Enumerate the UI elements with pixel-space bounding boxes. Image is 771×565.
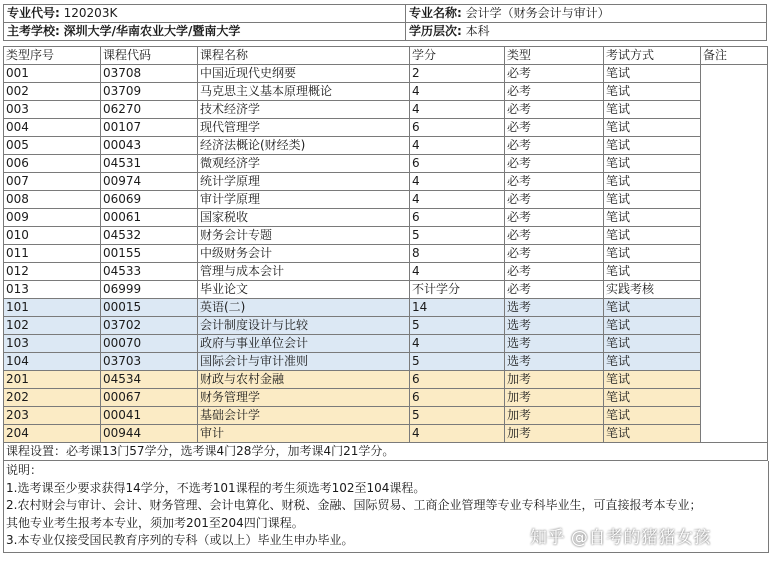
level-value: 本科 [465,24,490,38]
course-code: 00015 [101,299,198,317]
exam-method: 笔试 [604,299,701,317]
course-name: 审计学原理 [198,191,410,209]
course-seq: 001 [4,65,101,83]
course-type: 必考 [505,281,604,299]
course-code: 00155 [101,245,198,263]
course-name: 会计制度设计与比较 [198,317,410,335]
course-name: 政府与事业单位会计 [198,335,410,353]
course-type: 选考 [505,353,604,371]
course-type: 必考 [505,119,604,137]
course-name: 中国近现代史纲要 [198,65,410,83]
course-seq: 003 [4,101,101,119]
course-seq: 006 [4,155,101,173]
course-code: 06069 [101,191,198,209]
exam-method: 笔试 [604,101,701,119]
exam-method: 笔试 [604,173,701,191]
exam-method: 笔试 [604,191,701,209]
table-row [4,245,768,263]
table-row [4,317,768,335]
table-row [4,137,768,155]
school [7,23,240,40]
course-code: 03708 [101,65,198,83]
course-code: 06270 [101,101,198,119]
course-credit: 6 [410,155,505,173]
course-type: 加考 [505,389,604,407]
course-seq: 005 [4,137,101,155]
course-seq: 204 [4,425,101,443]
exam-method: 实践考核 [604,281,701,299]
table-row [4,263,768,281]
table-row [4,65,768,83]
exam-method: 笔试 [604,83,701,101]
course-seq: 104 [4,353,101,371]
course-name: 经济法概论(财经类) [198,137,410,155]
course-credit: 4 [410,425,505,443]
course-credit: 4 [410,83,505,101]
exam-method: 笔试 [604,209,701,227]
course-name: 英语(二) [198,299,410,317]
course-seq: 101 [4,299,101,317]
note-line: 3.本专业仅接受国民教育序列的专科（或以上）毕业生申办毕业。 [6,533,354,548]
table-row [4,425,768,443]
course-seq: 010 [4,227,101,245]
table-row [4,83,768,101]
course-credit: 5 [410,353,505,371]
course-credit: 4 [410,191,505,209]
course-code: 04532 [101,227,198,245]
exam-method: 笔试 [604,335,701,353]
level [409,23,490,40]
column-header: 考试方式 [604,47,701,65]
course-credit: 4 [410,101,505,119]
course-type: 选考 [505,317,604,335]
course-name: 基础会计学 [198,407,410,425]
table-row [4,281,768,299]
course-credit: 5 [410,407,505,425]
notes-title: 说明： [6,463,43,477]
level-label: 学历层次: [409,24,462,38]
exam-method: 笔试 [604,227,701,245]
course-name: 财务管理学 [198,389,410,407]
table-row [4,101,768,119]
major-code [7,5,117,22]
note-line: 其他专业考生报考本专业，须加考201至204四门课程。 [6,515,304,530]
course-name: 中级财务会计 [198,245,410,263]
table-row [4,191,768,209]
course-name: 审计 [198,425,410,443]
column-header: 课程名称 [198,47,410,65]
course-type: 必考 [505,101,604,119]
course-code: 00043 [101,137,198,155]
course-type: 必考 [505,245,604,263]
course-seq: 203 [4,407,101,425]
course-code: 04533 [101,263,198,281]
course-credit: 6 [410,209,505,227]
course-name: 现代管理学 [198,119,410,137]
course-name: 毕业论文 [198,281,410,299]
course-code: 03702 [101,317,198,335]
note-line: 2.农村财会与审计、会计、财务管理、会计电算化、财税、金融、国际贸易、工商企业管理等专业专科毕业生，可直接报考本专业； [6,498,702,513]
course-name: 马克思主义基本原理概论 [198,83,410,101]
remarks-cell [701,65,768,443]
exam-method: 笔试 [604,353,701,371]
course-seq: 201 [4,371,101,389]
course-code: 03703 [101,353,198,371]
course-seq: 002 [4,83,101,101]
course-credit: 4 [410,263,505,281]
course-seq: 013 [4,281,101,299]
course-type: 必考 [505,227,604,245]
major-code-label: 专业代号: [7,6,60,20]
table-row [4,389,768,407]
course-seq: 202 [4,389,101,407]
course-credit: 4 [410,173,505,191]
course-type: 必考 [505,83,604,101]
course-type: 加考 [505,425,604,443]
course-seq: 011 [4,245,101,263]
course-code: 04534 [101,371,198,389]
course-credit: 6 [410,119,505,137]
exam-method: 笔试 [604,371,701,389]
course-table [3,46,768,461]
course-seq: 007 [4,173,101,191]
course-code: 04531 [101,155,198,173]
exam-method: 笔试 [604,263,701,281]
table-row [4,335,768,353]
course-seq: 012 [4,263,101,281]
exam-method: 笔试 [604,137,701,155]
exam-method: 笔试 [604,389,701,407]
course-type: 必考 [505,263,604,281]
watermark: 知乎 @自考的猪猪女孩 [530,528,711,548]
school-value: 深圳大学/华南农业大学/暨南大学 [63,24,241,38]
column-header: 学分 [410,47,505,65]
course-code: 00061 [101,209,198,227]
course-credit: 4 [410,335,505,353]
course-seq: 102 [4,317,101,335]
course-name: 管理与成本会计 [198,263,410,281]
course-credit: 不计学分 [410,281,505,299]
course-seq: 009 [4,209,101,227]
course-credit: 8 [410,245,505,263]
exam-method: 笔试 [604,119,701,137]
course-credit: 6 [410,389,505,407]
course-name: 微观经济学 [198,155,410,173]
course-credit: 4 [410,137,505,155]
course-code: 00944 [101,425,198,443]
course-name: 财务会计专题 [198,227,410,245]
course-code: 00070 [101,335,198,353]
course-credit: 6 [410,371,505,389]
course-type: 必考 [505,155,604,173]
exam-method: 笔试 [604,407,701,425]
course-code: 03709 [101,83,198,101]
course-seq: 103 [4,335,101,353]
major-name [409,5,610,22]
table-row [4,371,768,389]
course-seq: 004 [4,119,101,137]
note-line: 1.选考课至少要求获得14学分，不选考101课程的考生须选考102至104课程。 [6,480,426,495]
exam-method: 笔试 [604,425,701,443]
course-type: 选考 [505,335,604,353]
exam-method: 笔试 [604,245,701,263]
column-header: 备注 [701,47,768,65]
course-type: 加考 [505,371,604,389]
course-code: 00067 [101,389,198,407]
table-row [4,209,768,227]
course-code: 00974 [101,173,198,191]
course-type: 必考 [505,65,604,83]
course-credit: 14 [410,299,505,317]
school-label: 主考学校: [7,24,60,38]
table-row [4,227,768,245]
exam-method: 笔试 [604,155,701,173]
exam-method: 笔试 [604,65,701,83]
course-credit: 2 [410,65,505,83]
table-row [4,119,768,137]
course-name: 财政与农村金融 [198,371,410,389]
course-type: 必考 [505,191,604,209]
course-type: 加考 [505,407,604,425]
course-name: 国际会计与审计准则 [198,353,410,371]
course-name: 统计学原理 [198,173,410,191]
table-row [4,407,768,425]
table-row [4,299,768,317]
course-credit: 5 [410,317,505,335]
column-header: 类型 [505,47,604,65]
table-row [4,353,768,371]
table-header-row [4,47,768,65]
course-code: 00107 [101,119,198,137]
course-credit: 5 [410,227,505,245]
column-header: 课程代码 [101,47,198,65]
program-document [3,4,767,553]
header-row-2 [3,22,767,41]
course-type: 必考 [505,209,604,227]
major-name-label: 专业名称: [409,6,462,20]
course-summary: 课程设置：必考课13门57学分，选考课4门28学分，加考课4门21学分。 [4,443,768,461]
course-seq: 008 [4,191,101,209]
course-name: 国家税收 [198,209,410,227]
major-name-value: 会计学（财务会计与审计） [465,6,610,20]
course-type: 必考 [505,137,604,155]
table-row [4,173,768,191]
column-header: 类型序号 [4,47,101,65]
course-type: 必考 [505,173,604,191]
header-row-1 [3,4,767,22]
course-code: 00041 [101,407,198,425]
table-row [4,155,768,173]
exam-method: 笔试 [604,317,701,335]
course-name: 技术经济学 [198,101,410,119]
major-code-value: 120203K [63,6,118,20]
course-code: 06999 [101,281,198,299]
course-type: 选考 [505,299,604,317]
